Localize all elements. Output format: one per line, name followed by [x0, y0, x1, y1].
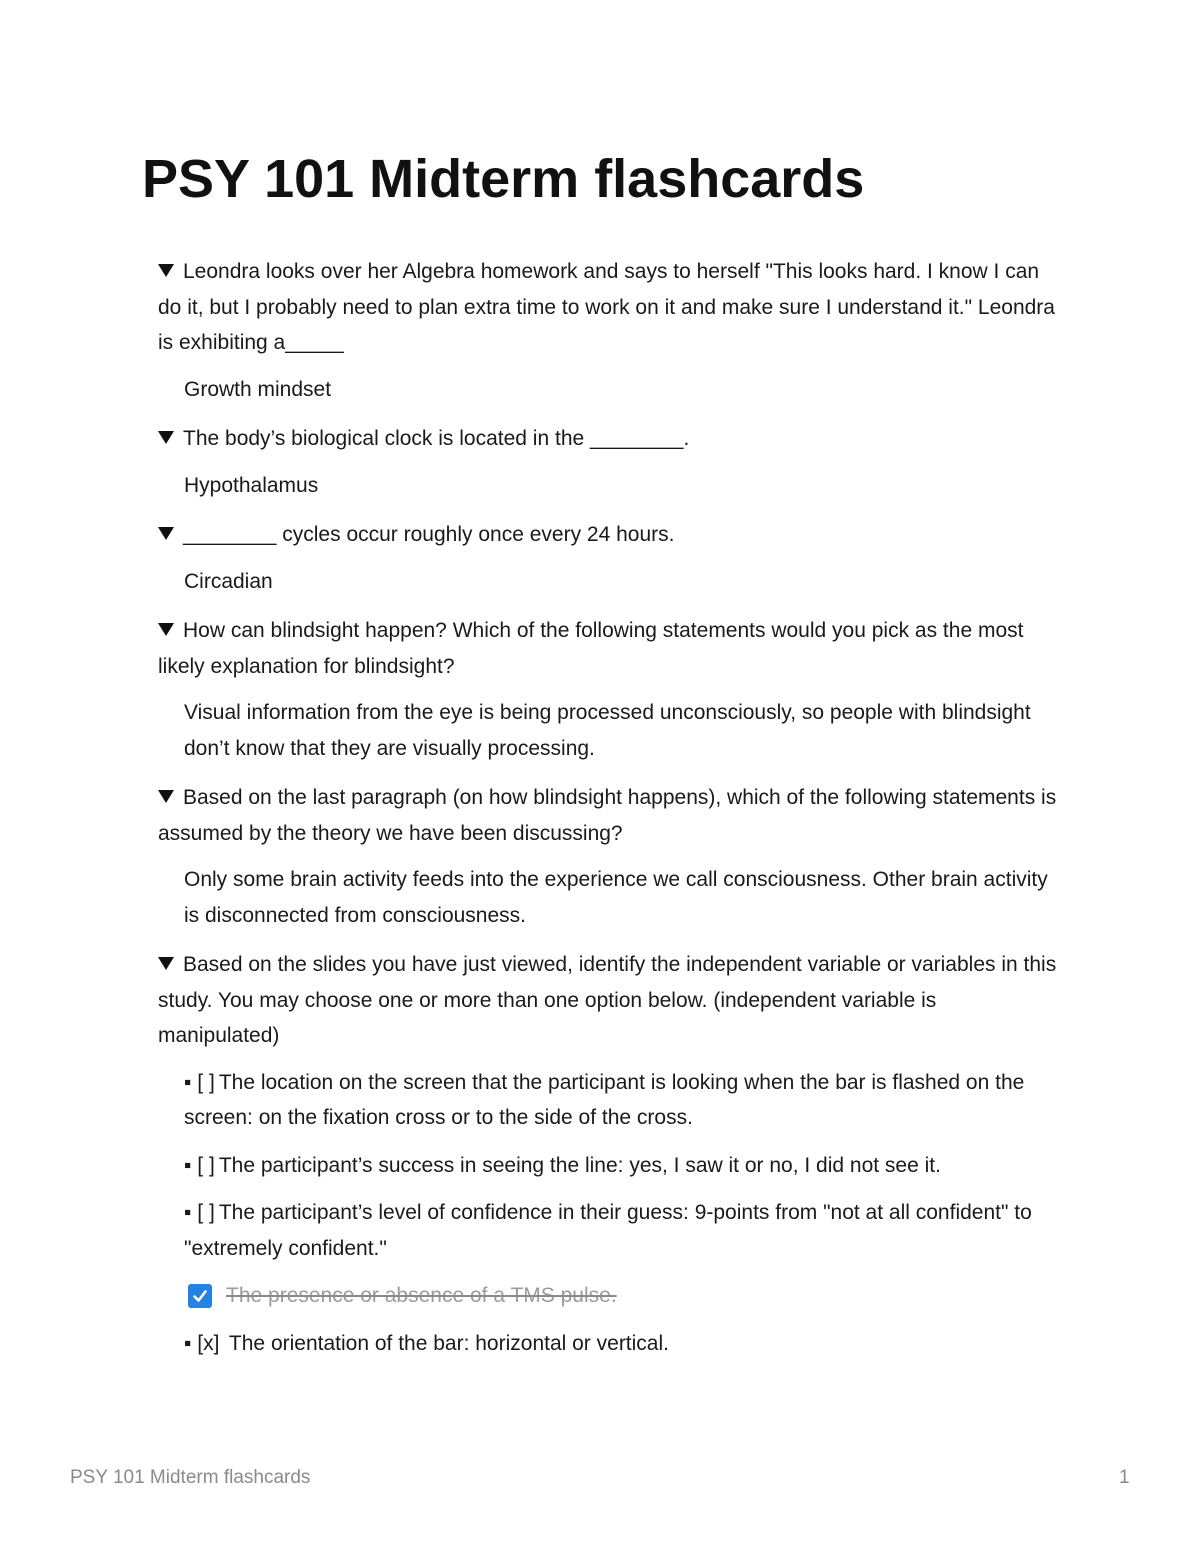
option-item: [158, 1195, 1058, 1266]
bullet-icon: ▪: [184, 1153, 192, 1177]
option-item: [158, 1148, 1058, 1184]
toggle-question[interactable]: [158, 254, 1058, 361]
flashcard: [158, 947, 1058, 1361]
option-text: The participant’s success in seeing the line: yes, I saw it or no, I did not see it.: [218, 1153, 941, 1177]
toggle-triangle-icon[interactable]: [158, 623, 174, 636]
checkbox-checked-icon[interactable]: [188, 1284, 212, 1308]
answer-text: Visual information from the eye is being processed unconsciously, so people with blindsight don’t know that they are visually processing.: [184, 701, 1031, 760]
question-text: Based on the slides you have just viewed, identify the independent variable or variables in this study. You may choose one or more than one option below. (independent variable is manipulated): [158, 953, 1057, 1047]
checkbox-unchecked[interactable]: [ ]: [197, 1070, 215, 1094]
answer-text: Only some brain activity feeds into the experience we call consciousness. Other brain activity is disconnected from consciousness.: [184, 868, 1048, 927]
toggle-question[interactable]: [158, 613, 1058, 684]
question-text: Based on the last paragraph (on how blindsight happens), which of the following statements is assumed by the theory we have been discussing?: [158, 786, 1057, 845]
flashcard: [158, 421, 1058, 503]
flashcard: [158, 254, 1058, 407]
page-number: 1: [1119, 1467, 1130, 1488]
bullet-icon: ▪: [184, 1201, 192, 1224]
toggle-question[interactable]: [158, 421, 1058, 457]
toggle-triangle-icon[interactable]: [158, 431, 174, 444]
option-text: The location on the screen that the participant is looking when the bar is flashed on the screen: on the fixation cross or to the side of the cross.: [184, 1070, 1025, 1129]
answer-text: Circadian: [184, 569, 273, 593]
question-text: ________ cycles occur roughly once every 24 hours.: [183, 523, 675, 546]
checkbox-unchecked[interactable]: [ ]: [197, 1153, 215, 1177]
option-item: [158, 1065, 1058, 1136]
toggle-triangle-icon[interactable]: [158, 790, 174, 803]
question-text: Leondra looks over her Algebra homework and says to herself "This looks hard. I know I can do it, but I probably need to plan extra time to work on it and make sure I understand it." Leondra is exhibiting a_____: [158, 260, 1055, 354]
page-title: PSY 101 Midterm flashcards: [142, 149, 865, 209]
flashcard: [158, 517, 1058, 599]
bullet-icon: ▪: [184, 1331, 192, 1355]
bullet-icon: ▪: [184, 1070, 192, 1094]
flashcard: [158, 613, 1058, 766]
answer-text: Growth mindset: [184, 377, 332, 401]
toggle-triangle-icon[interactable]: [158, 264, 174, 277]
toggle-question[interactable]: [158, 780, 1058, 851]
checkbox-checked-text[interactable]: [x]: [197, 1331, 220, 1355]
question-text: The body’s biological clock is located in the ________.: [183, 427, 690, 450]
toggle-triangle-icon[interactable]: [158, 527, 174, 540]
question-text: How can blindsight happen? Which of the following statements would you pick as the most likely explanation for blindsight?: [158, 619, 1024, 678]
option-text-struck: The presence or absence of a TMS pulse.: [226, 1284, 617, 1307]
option-text: The participant’s level of confidence in their guess: 9-points from "not at all confident" to "extremely confident.": [184, 1201, 1032, 1260]
option-item-checked: [158, 1278, 1058, 1314]
toggle-question[interactable]: [158, 947, 1058, 1054]
footer-title: PSY 101 Midterm flashcards: [70, 1467, 311, 1488]
option-text: The orientation of the bar: horizontal or vertical.: [223, 1331, 669, 1355]
checkbox-unchecked[interactable]: [ ]: [197, 1201, 215, 1224]
toggle-question[interactable]: [158, 517, 1058, 553]
flashcard: [158, 780, 1058, 933]
toggle-triangle-icon[interactable]: [158, 957, 174, 970]
option-item: [158, 1326, 1058, 1362]
flashcard-list: [158, 254, 1058, 1361]
answer-text: Hypothalamus: [184, 473, 319, 497]
